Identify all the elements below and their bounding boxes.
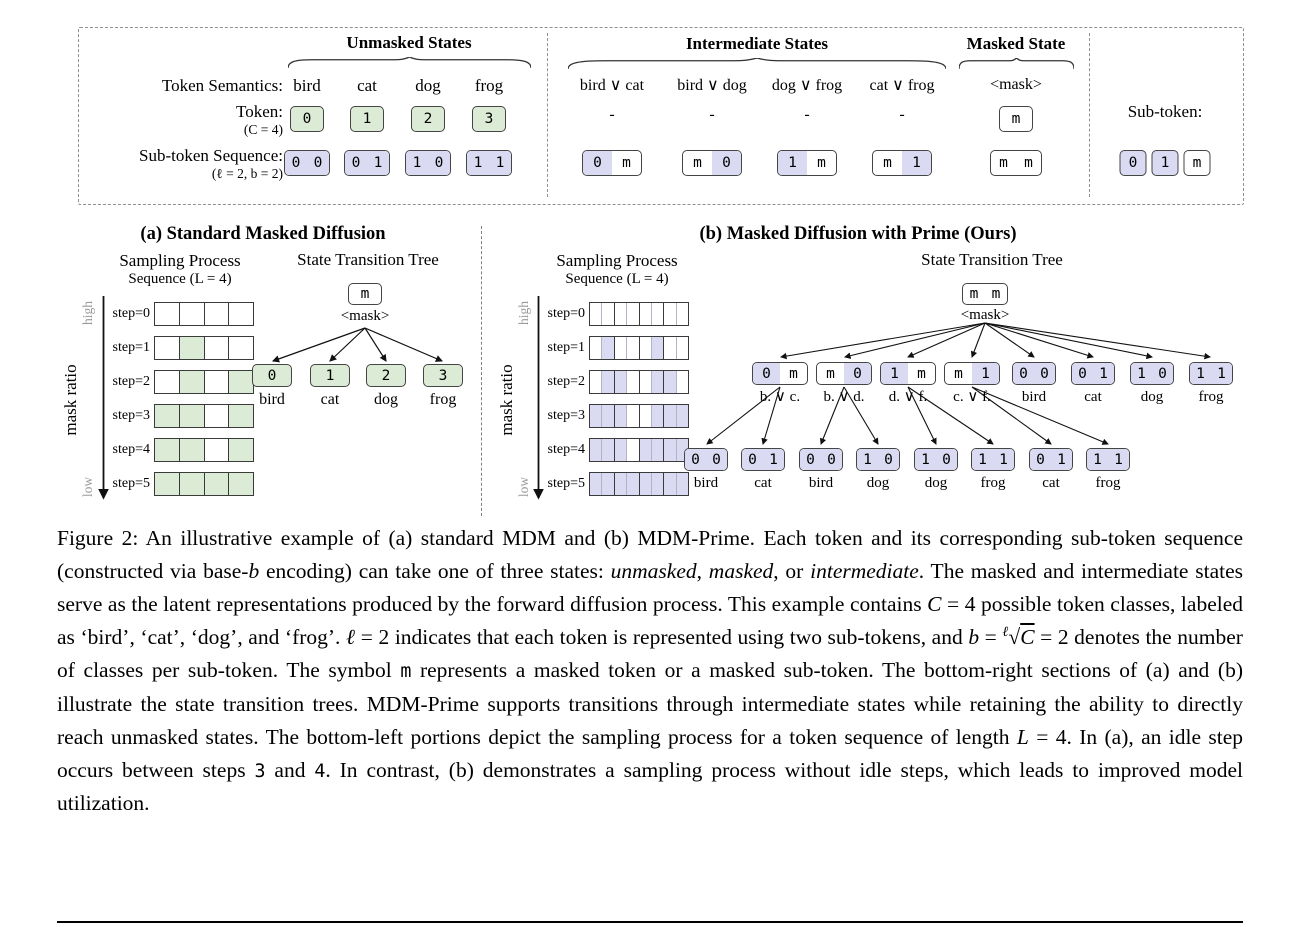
grid-cell	[180, 337, 205, 359]
grid-subcell	[590, 337, 602, 359]
state-box-unmasked	[1012, 362, 1056, 385]
token-cell	[590, 303, 615, 325]
panel-a-title: (a) Standard Masked Diffusion	[140, 224, 386, 244]
subtoken-cell: 0	[583, 151, 612, 175]
subtoken-key-row	[1120, 150, 1211, 176]
subtoken-cell: 1	[1190, 363, 1211, 384]
subtoken-cell: 0	[428, 151, 450, 175]
grid-cell	[180, 439, 205, 461]
state-label: dog	[374, 391, 398, 408]
grid-subcell	[615, 303, 627, 325]
grid-cell	[229, 303, 253, 325]
grid-cell	[180, 473, 205, 495]
token-cell	[640, 371, 665, 393]
state-label: bird	[259, 391, 285, 408]
token-box-masked: m	[999, 106, 1033, 132]
grid-cell	[205, 405, 230, 427]
grid-subcell	[590, 303, 602, 325]
grid-cell	[205, 371, 230, 393]
subtoken-key-box: 0	[1120, 150, 1147, 176]
grid-cell	[155, 371, 180, 393]
subtoken-cell: m	[954, 365, 963, 382]
state-box-unmasked	[1086, 448, 1130, 471]
mask-ratio-axis-label: mask ratio	[497, 364, 517, 436]
grid-subcell	[627, 303, 638, 325]
state-label: bird	[1021, 389, 1047, 405]
mask-ratio-axis-label: mask ratio	[61, 364, 81, 436]
grid-subcell	[640, 439, 652, 461]
token-cell	[615, 405, 640, 427]
grid-subcell	[652, 337, 663, 359]
state-box-unmasked	[1130, 362, 1174, 385]
token-cell	[590, 473, 615, 495]
token-cell	[640, 405, 665, 427]
subtoken-cell: 0	[712, 151, 741, 175]
subtoken-cell: 0	[1072, 363, 1093, 384]
grid-subcell	[615, 337, 627, 359]
subtoken-cell: 0	[936, 449, 957, 470]
grid-cell	[205, 439, 230, 461]
grid-subcell	[652, 405, 663, 427]
token-box: 3	[472, 106, 506, 132]
token-box: 1	[350, 106, 384, 132]
token-cell	[640, 473, 665, 495]
grid-subcell	[677, 473, 688, 495]
grid-subcell	[627, 405, 638, 427]
grid-subcell	[615, 371, 627, 393]
grid-subcell	[615, 405, 627, 427]
overbrace-icon	[288, 57, 531, 68]
step-label: step=2	[112, 374, 150, 389]
grid-cell	[229, 439, 253, 461]
grid-subcell	[664, 473, 676, 495]
subtoken-cell: m	[999, 155, 1008, 171]
state-box-intermediate	[752, 362, 808, 385]
state-label: b. ∨ d.	[823, 389, 865, 405]
state-label: bird	[693, 475, 719, 491]
subtoken-cell: 1	[1108, 449, 1129, 470]
row-label-token: Token:	[236, 102, 283, 121]
grid-cell	[155, 337, 180, 359]
state-box-unmasked	[1071, 362, 1115, 385]
tree-title: State Transition Tree	[921, 250, 1063, 269]
step-label: step=1	[547, 340, 585, 355]
sampling-row	[154, 438, 254, 462]
grid-subcell	[627, 473, 638, 495]
step-label: step=3	[112, 408, 150, 423]
subtoken-box	[284, 150, 330, 176]
subtoken-key-box: m	[1184, 150, 1211, 176]
token-cell	[590, 371, 615, 393]
subtoken-cell: 0	[706, 449, 727, 470]
row-label-token-note: (C = 4)	[243, 122, 283, 137]
subtoken-key-box: 1	[1152, 150, 1179, 176]
subtoken-cell: 0	[345, 151, 367, 175]
grid-cell	[205, 473, 230, 495]
token-cell	[615, 439, 640, 461]
token-cell	[615, 371, 640, 393]
grid-subcell	[602, 303, 613, 325]
token-cell	[590, 337, 615, 359]
subtoken-cell: 0	[1013, 363, 1034, 384]
sampling-row	[154, 370, 254, 394]
tree-root-box: m	[348, 283, 382, 305]
grid-subcell	[590, 439, 602, 461]
panel-b-title: (b) Masked Diffusion with Prime (Ours)	[699, 224, 1017, 244]
grid-subcell	[664, 371, 676, 393]
grid-subcell	[602, 371, 613, 393]
state-label: cat	[754, 475, 772, 491]
subtoken-cell: m	[969, 286, 979, 302]
grid-subcell	[640, 371, 652, 393]
grid-subcell	[602, 439, 613, 461]
subtoken-cell: 0	[844, 363, 871, 384]
axis-high-label: high	[80, 300, 96, 326]
step-label: step=0	[547, 306, 585, 321]
grid-subcell	[590, 405, 602, 427]
subtoken-cell: m	[917, 365, 926, 382]
state-label: c. ∨ f.	[953, 389, 991, 405]
sampling-row	[154, 336, 254, 360]
state-label: cat	[1084, 389, 1102, 405]
subtoken-cell: 1	[467, 151, 489, 175]
axis-low-label: low	[516, 476, 532, 498]
subtoken-cell: 0	[800, 449, 821, 470]
state-box-unmasked	[1029, 448, 1073, 471]
state-label: dog	[866, 475, 890, 491]
grid-cell	[155, 473, 180, 495]
subtoken-cell: 0	[685, 449, 706, 470]
subtoken-cell: 0	[821, 449, 842, 470]
figure-caption: Figure 2: An illustrative example of (a) standard MDM and (b) MDM-Prime. Each token and its corresponding sub-token sequence (constructed via base-b encoding) can take one of three states: unmasked, masked, or intermediate. The masked and intermediate states serve as the latent representations produced by the forward diffusion process. This example contains C = 4 possible token classes, labeled as ‘bird’, ‘cat’, ‘dog’, and ‘frog’. ℓ = 2 indicates that each token is represented using two sub-tokens, and b = $^\ell$√C = 2 denotes the number of classes per sub-token. The symbol m represents a masked token or a masked sub-token. The bottom-right sections of (a) and (b) illustrate the state transition trees. MDM-Prime supports transitions through intermediate states while retaining the ability to directly reach unmasked states. The bottom-left portions depict the sampling process for a token sequence of length L = 4. In (a), an idle step occurs between steps 3 and 4. In contrast, (b) demonstrates a sampling process without idle steps, which leads to improved model utilization.	[57, 526, 1244, 815]
sampling-row	[154, 404, 254, 428]
state-label: b. ∨ c.	[759, 389, 801, 405]
step-label: step=4	[547, 442, 585, 457]
panel-divider	[481, 226, 482, 516]
grid-cell	[155, 303, 180, 325]
state-box: 2	[366, 364, 406, 387]
token-cell	[590, 405, 615, 427]
state-box: 1	[310, 364, 350, 387]
semantics-label-frog: frog	[474, 76, 504, 95]
state-label: frog	[980, 475, 1006, 491]
sampling-row	[589, 472, 689, 496]
subtoken-box	[582, 150, 642, 176]
state-box-unmasked	[1189, 362, 1233, 385]
state-label: frog	[1198, 389, 1224, 405]
state-box-unmasked	[684, 448, 728, 471]
subtoken-cell: 1	[993, 449, 1014, 470]
state-box-unmasked	[799, 448, 843, 471]
token-box: 0	[290, 106, 324, 132]
grid-cell	[205, 303, 230, 325]
semantics-label-dog: dog	[415, 76, 441, 95]
grid-subcell	[627, 371, 638, 393]
subtoken-cell: 0	[742, 449, 763, 470]
token-box: 2	[411, 106, 445, 132]
page-rule	[57, 921, 1243, 923]
subtoken-cell: 1	[915, 449, 936, 470]
grid-subcell	[615, 439, 627, 461]
semantics-label-dog-or-frog: dog ∨ frog	[771, 77, 843, 94]
token-cell	[615, 473, 640, 495]
sampling-row	[589, 438, 689, 462]
subtoken-cell: 0	[753, 363, 780, 384]
tree-mask-label: <mask>	[340, 308, 390, 324]
sequence-label: Sequence (L = 4)	[565, 271, 669, 287]
subtoken-cell: m	[991, 286, 1001, 302]
semantics-label-cat: cat	[357, 76, 377, 95]
legend-header-intermediate: Intermediate States	[685, 34, 829, 53]
state-label: d. ∨ f.	[888, 389, 928, 405]
legend-separator	[547, 33, 548, 197]
subtoken-cell: 1	[902, 151, 931, 175]
grid-subcell	[640, 303, 652, 325]
subtoken-box	[682, 150, 742, 176]
step-label: step=0	[112, 306, 150, 321]
subtoken-cell: 0	[1034, 363, 1055, 384]
token-cell	[640, 439, 665, 461]
tree-mask-label: <mask>	[960, 307, 1010, 323]
grid-cell	[155, 405, 180, 427]
grid-subcell	[652, 473, 663, 495]
token-dash: -	[709, 106, 715, 123]
sampling-row	[589, 336, 689, 360]
sampling-row	[154, 472, 254, 496]
mask-semantics-label: <mask>	[990, 76, 1042, 93]
state-box: 3	[423, 364, 463, 387]
grid-cell	[229, 405, 253, 427]
tree-arrows	[250, 324, 480, 366]
legend-header-unmasked: Unmasked States	[346, 33, 472, 52]
overbrace-icon	[959, 58, 1074, 69]
subtoken-box-masked	[990, 150, 1042, 176]
subtoken-cell: 1	[778, 151, 807, 175]
sampling-row	[589, 404, 689, 428]
tree-title: State Transition Tree	[297, 250, 439, 269]
grid-subcell	[640, 337, 652, 359]
state-label: cat	[1042, 475, 1060, 491]
grid-subcell	[590, 473, 602, 495]
grid-cell	[229, 473, 253, 495]
mask-ratio-arrow-icon	[97, 294, 111, 510]
grid-subcell	[602, 405, 613, 427]
token-cell	[615, 303, 640, 325]
legend-separator	[1089, 33, 1090, 197]
state-label: frog	[1095, 475, 1121, 491]
step-label: step=3	[547, 408, 585, 423]
subtoken-cell: 1	[972, 449, 993, 470]
subtoken-box	[872, 150, 932, 176]
state-box-intermediate	[944, 362, 1000, 385]
token-cell	[640, 337, 665, 359]
subtoken-cell: m	[1024, 155, 1033, 171]
grid-subcell	[664, 303, 676, 325]
state-box-unmasked	[971, 448, 1015, 471]
state-box-intermediate	[880, 362, 936, 385]
subtoken-cell: 1	[763, 449, 784, 470]
grid-subcell	[640, 473, 652, 495]
state-label: cat	[320, 391, 340, 408]
semantics-label-cat-or-frog: cat ∨ frog	[869, 77, 935, 94]
grid-subcell	[652, 371, 663, 393]
subtoken-cell: 1	[1051, 449, 1072, 470]
subtoken-box	[344, 150, 390, 176]
grid-cell	[180, 303, 205, 325]
subtoken-cell: 1	[367, 151, 389, 175]
token-dash: -	[899, 106, 905, 123]
grid-subcell	[652, 439, 663, 461]
sampling-title: Sampling Process	[556, 251, 678, 270]
state-box-unmasked	[914, 448, 958, 471]
legend-header-masked: Masked State	[966, 34, 1066, 53]
subtoken-cell: 1	[1131, 363, 1152, 384]
token-cell	[640, 303, 665, 325]
semantics-label-bird-or-cat: bird ∨ cat	[579, 77, 645, 94]
grid-cell	[180, 405, 205, 427]
state-label: dog	[924, 475, 948, 491]
subtoken-cell: m	[789, 365, 798, 382]
subtoken-box	[777, 150, 837, 176]
state-label: bird	[808, 475, 834, 491]
sequence-label: Sequence (L = 4)	[128, 271, 232, 287]
grid-subcell	[627, 439, 638, 461]
grid-subcell	[627, 337, 638, 359]
state-label: frog	[429, 391, 457, 408]
subtoken-box	[405, 150, 451, 176]
subtoken-cell: 1	[857, 449, 878, 470]
state-box-intermediate	[816, 362, 872, 385]
subtoken-cell: m	[693, 155, 702, 171]
step-label: step=4	[112, 442, 150, 457]
subtoken-cell: m	[622, 155, 631, 171]
subtoken-cell: 0	[285, 151, 307, 175]
state-box-unmasked	[741, 448, 785, 471]
mask-ratio-arrow-icon	[532, 294, 546, 510]
grid-subcell	[640, 405, 652, 427]
axis-low-label: low	[80, 476, 96, 498]
step-label: step=5	[547, 476, 585, 491]
grid-subcell	[664, 337, 676, 359]
axis-high-label: high	[516, 300, 532, 326]
subtoken-cell: 0	[1030, 449, 1051, 470]
grid-subcell	[602, 337, 613, 359]
subtoken-cell: 1	[489, 151, 511, 175]
row-label-subtoken: Sub-token Sequence:	[139, 146, 283, 165]
grid-cell	[205, 337, 230, 359]
token-cell	[590, 439, 615, 461]
sampling-row	[589, 302, 689, 326]
sampling-title: Sampling Process	[119, 251, 241, 270]
subtoken-cell: 0	[307, 151, 329, 175]
row-label-token-semantics: Token Semantics:	[161, 76, 283, 95]
subtoken-cell: 0	[1152, 363, 1173, 384]
subtoken-cell: m	[817, 155, 826, 171]
subtoken-box	[466, 150, 512, 176]
subtoken-cell: 1	[972, 363, 999, 384]
step-label: step=1	[112, 340, 150, 355]
state-box-unmasked	[856, 448, 900, 471]
grid-subcell	[590, 371, 602, 393]
sampling-row	[154, 302, 254, 326]
subtoken-cell: 1	[406, 151, 428, 175]
semantics-label-bird-or-dog: bird ∨ dog	[677, 77, 747, 94]
step-label: step=5	[112, 476, 150, 491]
token-cell	[615, 337, 640, 359]
token-cell	[664, 473, 688, 495]
grid-cell	[180, 371, 205, 393]
subtoken-cell: m	[883, 155, 892, 171]
grid-subcell	[664, 439, 676, 461]
subtoken-cell: 0	[878, 449, 899, 470]
sampling-row	[589, 370, 689, 394]
overbrace-icon	[568, 58, 946, 69]
semantics-label-bird: bird	[293, 76, 321, 95]
token-dash: -	[609, 106, 615, 123]
subtoken-cell: 1	[881, 363, 908, 384]
step-label: step=2	[547, 374, 585, 389]
grid-subcell	[602, 473, 613, 495]
grid-subcell	[615, 473, 627, 495]
grid-subcell	[652, 303, 663, 325]
state-label: dog	[1140, 389, 1164, 405]
subtoken-cell: m	[826, 365, 835, 382]
grid-cell	[155, 439, 180, 461]
subtoken-key-label: Sub-token:	[1127, 102, 1203, 121]
state-box: 0	[252, 364, 292, 387]
grid-cell	[229, 371, 253, 393]
subtoken-cell: 1	[1087, 449, 1108, 470]
subtoken-cell: 1	[1093, 363, 1114, 384]
grid-subcell	[664, 405, 676, 427]
subtoken-cell: 1	[1211, 363, 1232, 384]
row-label-subtoken-note: (ℓ = 2, b = 2)	[211, 166, 283, 181]
token-dash: -	[804, 106, 810, 123]
